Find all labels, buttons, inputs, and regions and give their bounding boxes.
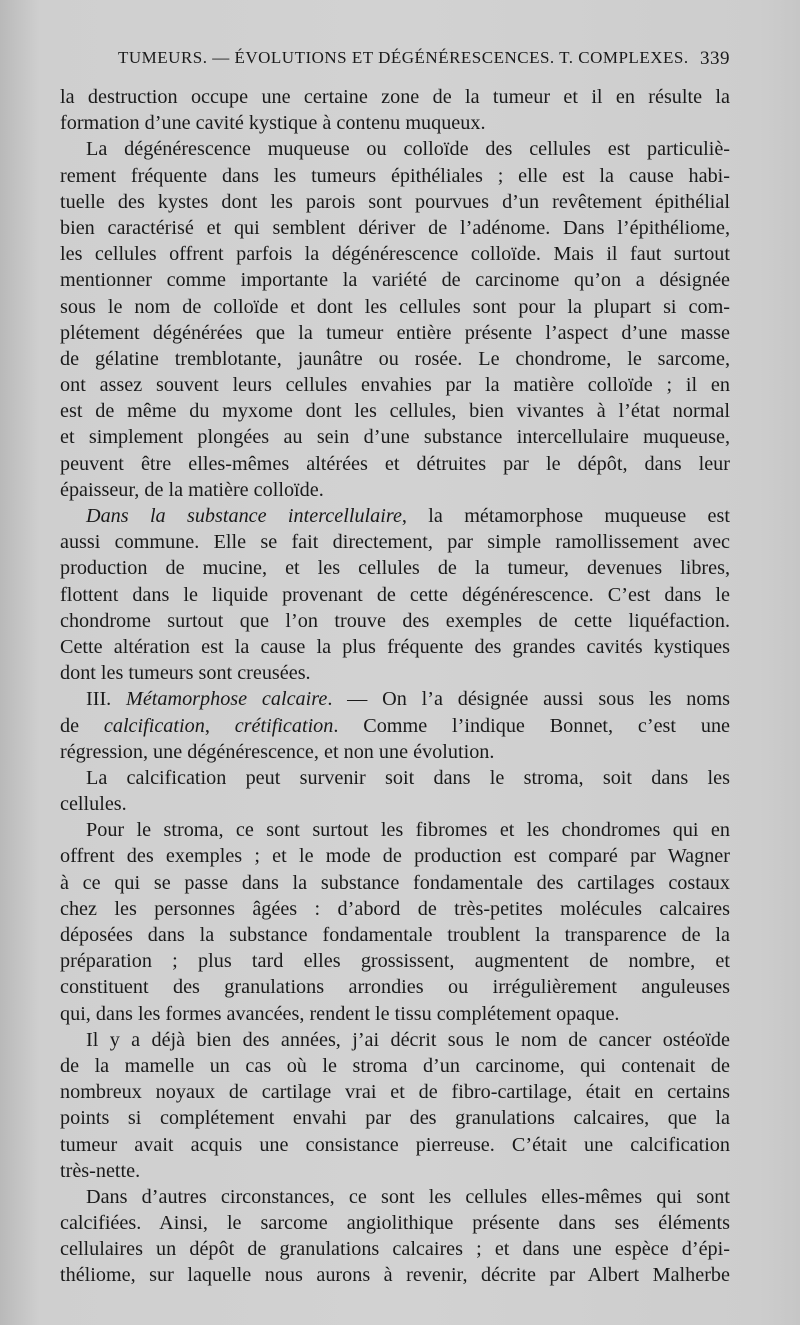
text-line: qui, dans les formes avancées, rendent le tissu complétement opaque. [60, 1002, 620, 1025]
text-line: tuelle des kystes dont les parois sont pourvues d’un revêtement épithélial [60, 190, 730, 213]
text-line: de la mamelle un cas où le stroma d’un carcinome, qui contenait de [60, 1054, 730, 1077]
text-line: ont assez souvent leurs cellules envahies par la matière colloïde ; il en [60, 374, 730, 397]
text-line: tumeur avait acquis une consistance pierreuse. C’était une calcification [60, 1133, 730, 1156]
text-line: La dégénérescence muqueuse ou colloïde des cellules est particuliè- [86, 138, 730, 161]
text-line: rement fréquente dans les tumeurs épithéliales ; elle est la cause habi- [60, 164, 730, 187]
text-line: calcifiées. Ainsi, le sarcome angiolithique présente dans ses éléments [60, 1212, 730, 1235]
text-line: sous le nom de colloïde et dont les cellules sont pour la plupart si com- [60, 295, 730, 318]
text-line: peuvent être elles-mêmes altérées et détruites par le dépôt, dans leur [60, 452, 730, 475]
text-line: de calcification, crétification. Comme l’indique Bonnet, c’est une [60, 714, 730, 737]
text-line: bien caractérisé et qui semblent dériver de l’adénome. Dans l’épithéliome, [60, 216, 730, 239]
text-line: constituent des granulations arrondies ou irrégulièrement anguleuses [60, 976, 730, 999]
text-line: Cette altération est la cause la plus fréquente des grandes cavités kystiques [60, 635, 730, 658]
text-line: cellules. [60, 793, 127, 816]
text-line: aussi commune. Elle se fait directement, par simple ramollissement avec [60, 531, 730, 554]
text-line: très-nette. [60, 1159, 141, 1182]
text-line: théliome, sur laquelle nous aurons à revenir, décrite par Albert Malherbe [60, 1264, 730, 1287]
text-line: chez les personnes âgées : d’abord de très-petites molécules calcaires [60, 897, 730, 920]
running-header [118, 48, 730, 74]
text-line: Il y a déjà bien des années, j’ai décrit sous le nom de cancer ostéoïde [86, 1028, 730, 1051]
text-line: et simplement plongées au sein d’une substance intercellulaire muqueuse, [60, 426, 730, 449]
text-line: préparation ; plus tard elles grossissent, augmentent de nombre, et [60, 950, 730, 973]
text-line: régression, une dégénérescence, et non une évolution. [60, 740, 495, 763]
text-line: nombreux noyaux de cartilage vrai et de fibro-cartilage, était en certains [60, 1081, 730, 1104]
text-line: formation d’une cavité kystique à contenu muqueux. [60, 112, 486, 135]
text-line: offrent des exemples ; et le mode de production est comparé par Wagner [60, 845, 730, 868]
text-line: production de mucine, et les cellules de la tumeur, devenues libres, [60, 557, 730, 580]
text-line: cellulaires un dépôt de granulations calcaires ; et dans une espèce d’épi- [60, 1238, 730, 1261]
text-line: Pour le stroma, ce sont surtout les fibromes et les chondromes qui en [86, 819, 730, 842]
text-line: mentionner comme importante la variété de carcinome qu’on a désignée [60, 269, 730, 292]
text-line: est de même du myxome dont les cellules, bien vivantes à l’état normal [60, 400, 730, 423]
text-line: dont les tumeurs sont creusées. [60, 662, 311, 685]
body-text [60, 84, 730, 1289]
text-line: de gélatine tremblotante, jaunâtre ou rosée. Le chondrome, le sarcome, [60, 347, 730, 370]
text-line: déposées dans la substance fondamentale troublent la transparence de la [60, 924, 730, 946]
page-number: 339 [700, 48, 730, 69]
text-line: flottent dans le liquide provenant de cette dégénérescence. C’est dans le [60, 583, 730, 606]
text-line: La calcification peut survenir soit dans le stroma, soit dans les [86, 766, 730, 789]
section-heading-line: III. Métamorphose calcaire. — On l’a désignée aussi sous les noms [86, 688, 730, 711]
text-line-italic-lead: Dans la substance intercellulaire, la métamorphose muqueuse est [86, 505, 730, 527]
text-line: chondrome surtout que l’on trouve des exemples de cette liquéfaction. [60, 609, 730, 632]
text-line: Dans d’autres circonstances, ce sont les cellules elles-mêmes qui sont [86, 1185, 730, 1208]
text-line: épaisseur, de la matière colloïde. [60, 478, 324, 501]
text-line: à ce qui se passe dans la substance fondamentale des cartilages costaux [60, 871, 730, 894]
text-line: plétement dégénérées que la tumeur entière présente l’aspect d’une masse [60, 321, 730, 344]
text-line: les cellules offrent parfois la dégénérescence colloïde. Mais il faut surtout [60, 243, 730, 266]
running-title: TUMEURS. — ÉVOLUTIONS ET DÉGÉNÉRESCENCES. T. COMPLEXES. [118, 48, 689, 67]
text-line: points si complétement envahi par des granulations calcaires, que la [60, 1107, 730, 1130]
text-line: la destruction occupe une certaine zone de la tumeur et il en résulte la [60, 86, 730, 108]
